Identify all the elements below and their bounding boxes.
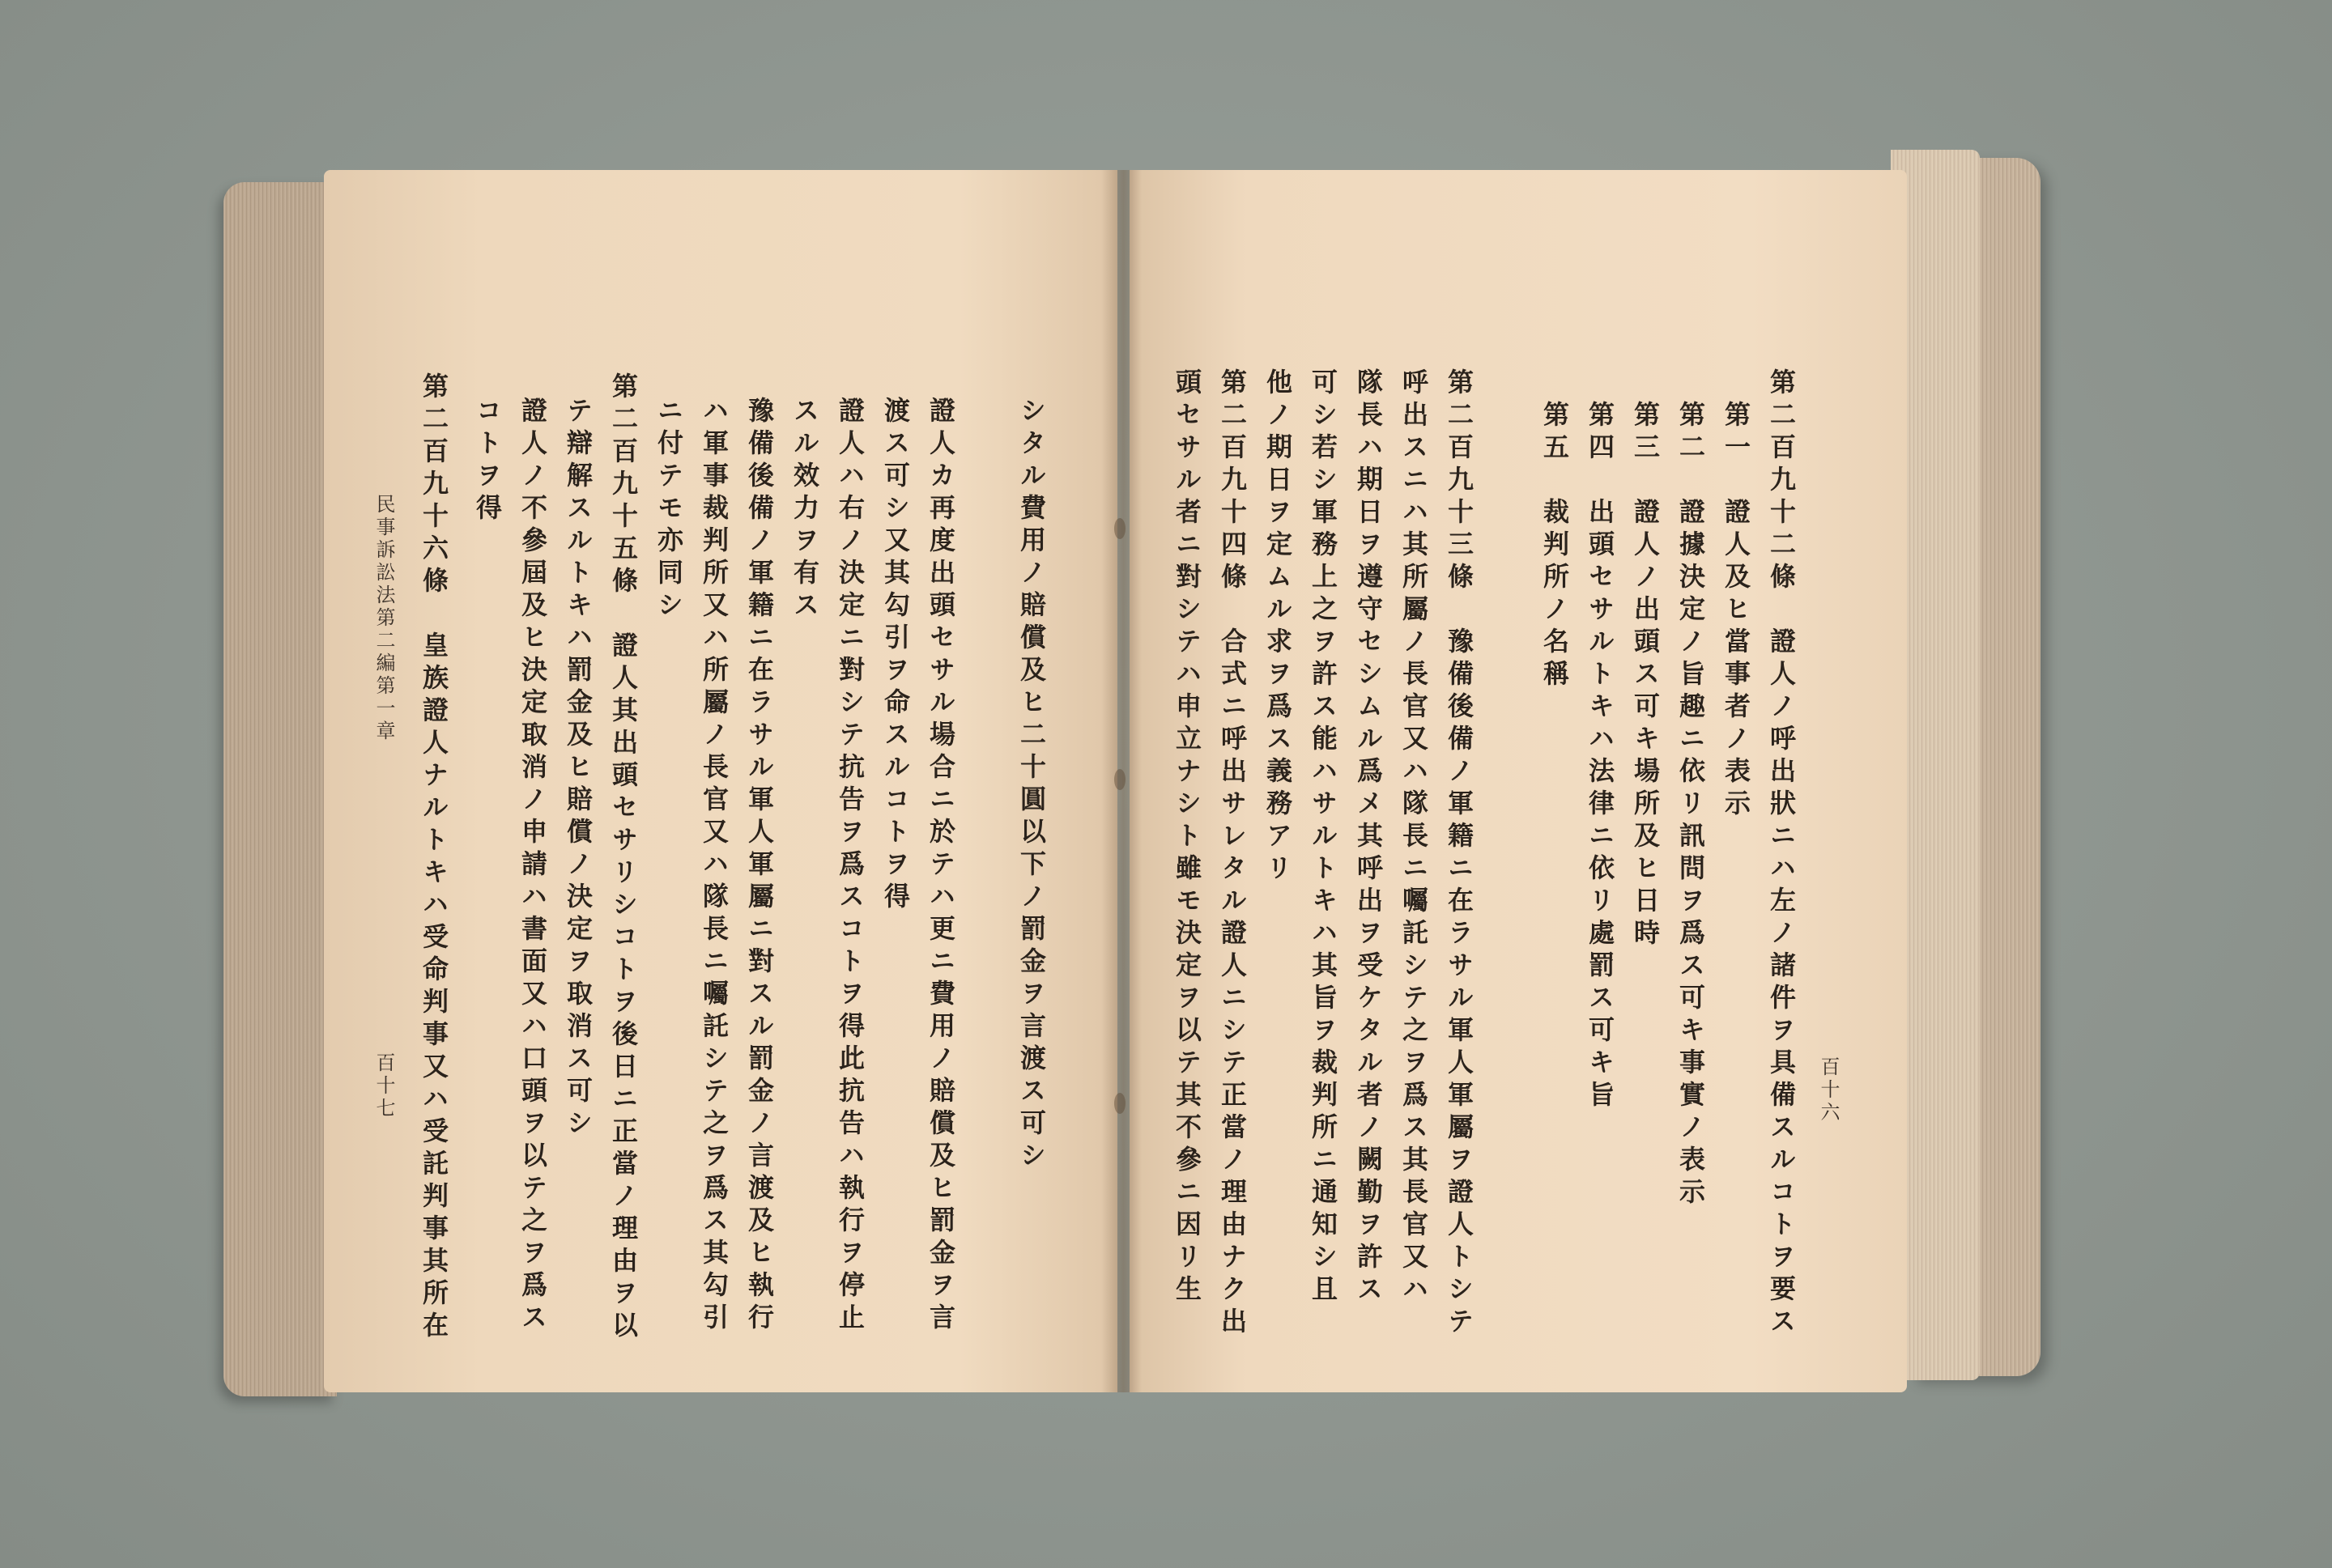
article-294-paragraph-3: 證人ハ右ノ決定ニ對シテ抗告ヲ爲スコトヲ得此抗告ハ執行ヲ停止 [835, 397, 866, 1336]
article-296-heading: 第二百九十六條 皇族證人ナルトキハ受命判事又ハ受託判事其所在 [419, 372, 449, 1344]
article-294-paragraph-2: 證人カ再度出頭セサル場合ニ於テハ更ニ費用ノ賠償及ヒ罰金ヲ言 [926, 397, 956, 1336]
left-page-edges [223, 182, 337, 1396]
article-292-item-1: 第一 證人及ヒ當事者ノ表示 [1721, 368, 1751, 822]
article-295-heading: 第二百九十五條 證人其出頭セサリシコトヲ後日ニ正當ノ理由ヲ以 [608, 372, 639, 1344]
article-292-heading: 第二百九十二條 證人ノ呼出狀ニハ左ノ諸件ヲ具備スルコトヲ要ス [1766, 368, 1797, 1340]
article-294-paragraph-4-line: ニ付テモ亦同シ [653, 397, 684, 623]
article-294-continued: シタル費用ノ賠償及ヒ二十圓以下ノ罰金ヲ言渡ス可シ [1016, 397, 1047, 1174]
article-295-paragraph-2-line: コトヲ得 [472, 397, 503, 526]
left-page-number: 百十七 [372, 1052, 395, 1120]
article-294-paragraph-2-line: 渡ス可シ又其勾引ヲ命スルコトヲ得 [880, 397, 911, 915]
running-head: 民事訴訟法第二編第一章 [372, 494, 395, 743]
article-293-line: 呼出スニハ其所屬ノ長官又ハ隊長ニ囑託シテ之ヲ爲ス其長官又ハ [1398, 368, 1429, 1307]
binding-stitch [1114, 1093, 1126, 1114]
article-292-item-4: 第四 出頭セサルトキハ法律ニ依リ處罰ス可キ旨 [1585, 368, 1615, 1113]
article-293-line: 可シ若シ軍務上之ヲ許ス能ハサルトキハ其旨ヲ裁判所ニ通知シ且 [1308, 368, 1338, 1307]
article-294-line: 頭セサル者ニ對シテハ申立ナシト雖モ決定ヲ以テ其不參ニ因リ生 [1172, 368, 1202, 1307]
binding-stitch [1114, 518, 1126, 539]
binding-stitch [1114, 769, 1126, 790]
article-293-heading: 第二百九十三條 豫備後備ノ軍籍ニ在ラサル軍人軍屬ヲ證人トシテ [1444, 368, 1475, 1340]
article-292-item-2: 第二 證據決定ノ旨趣ニ依リ訊問ヲ爲ス可キ事實ノ表示 [1675, 368, 1706, 1210]
article-293-line: 隊長ハ期日ヲ遵守セシムル爲メ其呼出ヲ受ケタル者ノ闕勤ヲ許ス [1353, 368, 1384, 1307]
article-295-line: テ辯解スルトキハ罰金及ヒ賠償ノ決定ヲ取消ス可シ [563, 397, 594, 1141]
article-293-line: 他ノ期日ヲ定ムル求ヲ爲ス義務アリ [1262, 368, 1293, 886]
article-294-paragraph-3-line: スル效力ヲ有ス [789, 397, 820, 623]
right-page-number: 百十六 [1817, 1056, 1840, 1124]
article-292-item-3: 第三 證人ノ出頭ス可キ場所及ヒ日時 [1630, 368, 1661, 951]
article-294-paragraph-4: 豫備後備ノ軍籍ニ在ラサル軍人軍屬ニ對スル罰金ノ言渡及ヒ執行 [744, 397, 775, 1336]
article-292-item-5: 第五 裁判所ノ名稱 [1539, 368, 1570, 692]
article-294-paragraph-4-line: ハ軍事裁判所又ハ所屬ノ長官又ハ隊長ニ囑託シテ之ヲ爲ス其勾引 [699, 397, 730, 1336]
article-294-heading: 第二百九十四條 合式ニ呼出サレタル證人ニシテ正當ノ理由ナク出 [1217, 368, 1248, 1340]
article-295-paragraph-2: 證人ノ不參屆及ヒ決定取消ノ申請ハ書面又ハ口頭ヲ以テ之ヲ爲ス [517, 397, 548, 1336]
